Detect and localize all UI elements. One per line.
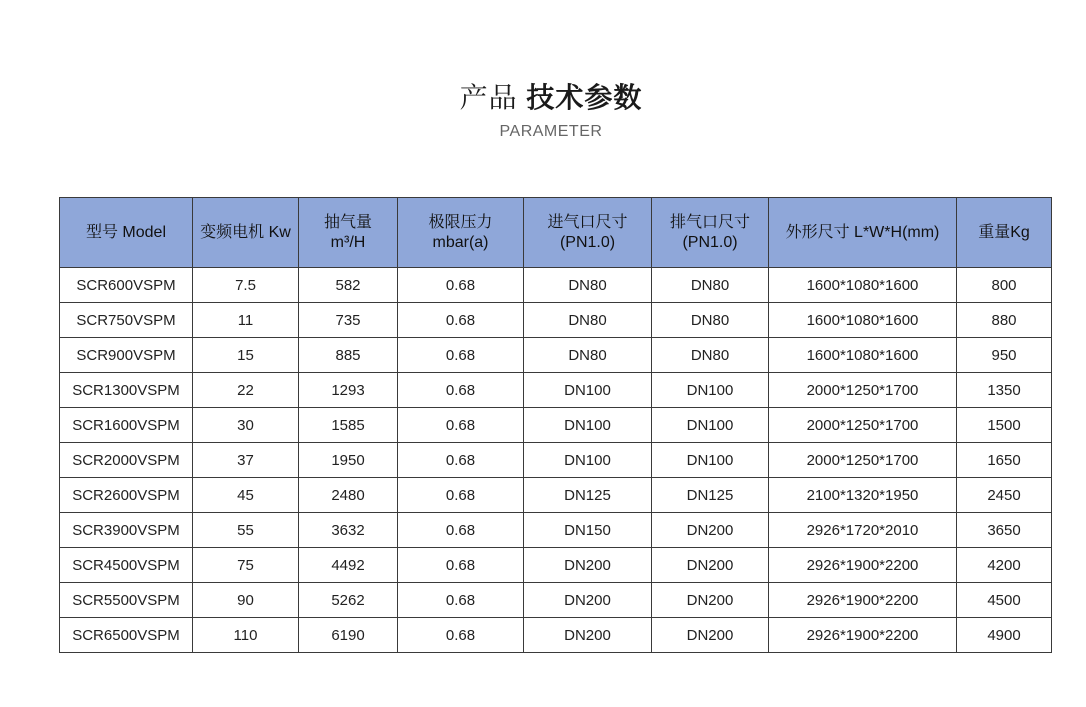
header-outlet-size-unit: (PN1.0)	[682, 233, 738, 251]
cell-model: SCR4500VSPM	[60, 548, 193, 583]
cell-ultimate-pressure: 0.68	[398, 548, 524, 583]
cell-dimensions: 2926*1900*2200	[769, 548, 957, 583]
cell-pumping-speed: 582	[299, 268, 398, 303]
table-row	[60, 268, 1052, 303]
cell-pumping-speed: 4492	[299, 548, 398, 583]
cell-motor-power: 22	[193, 373, 299, 408]
header-model	[60, 198, 193, 268]
header-ultimate-pressure-unit: mbar(a)	[432, 233, 489, 251]
cell-pumping-speed: 1950	[299, 443, 398, 478]
cell-inlet-size: DN80	[524, 338, 652, 373]
cell-inlet-size: DN80	[524, 268, 652, 303]
page-subtitle: PARAMETER	[499, 123, 603, 140]
cell-inlet-size: DN200	[524, 548, 652, 583]
header-motor-power-label: 变频电机 Kw	[200, 223, 291, 241]
page-header	[0, 78, 1086, 142]
cell-motor-power: 45	[193, 478, 299, 513]
cell-inlet-size: DN150	[524, 513, 652, 548]
cell-pumping-speed: 5262	[299, 583, 398, 618]
cell-model: SCR1300VSPM	[60, 373, 193, 408]
cell-model: SCR900VSPM	[60, 338, 193, 373]
cell-weight: 3650	[957, 513, 1052, 548]
table-row	[60, 583, 1052, 618]
table-row	[60, 478, 1052, 513]
cell-inlet-size: DN125	[524, 478, 652, 513]
header-ultimate-pressure	[398, 198, 524, 268]
cell-motor-power: 15	[193, 338, 299, 373]
cell-inlet-size: DN100	[524, 408, 652, 443]
cell-inlet-size: DN80	[524, 303, 652, 338]
cell-ultimate-pressure: 0.68	[398, 583, 524, 618]
cell-ultimate-pressure: 0.68	[398, 303, 524, 338]
table-row	[60, 443, 1052, 478]
cell-weight: 4500	[957, 583, 1052, 618]
cell-ultimate-pressure: 0.68	[398, 268, 524, 303]
cell-outlet-size: DN200	[652, 618, 769, 653]
header-inlet-size-label: 进气口尺寸	[547, 213, 628, 231]
table-row	[60, 548, 1052, 583]
cell-dimensions: 2000*1250*1700	[769, 373, 957, 408]
cell-dimensions: 1600*1080*1600	[769, 338, 957, 373]
cell-model: SCR2600VSPM	[60, 478, 193, 513]
header-dimensions	[769, 198, 957, 268]
cell-inlet-size: DN200	[524, 583, 652, 618]
cell-weight: 4200	[957, 548, 1052, 583]
header-pumping-speed	[299, 198, 398, 268]
cell-outlet-size: DN200	[652, 513, 769, 548]
cell-pumping-speed: 885	[299, 338, 398, 373]
header-pumping-speed-unit: m³/H	[330, 233, 366, 251]
cell-ultimate-pressure: 0.68	[398, 408, 524, 443]
cell-outlet-size: DN80	[652, 303, 769, 338]
table-row	[60, 513, 1052, 548]
header-motor-power	[193, 198, 299, 268]
cell-model: SCR5500VSPM	[60, 583, 193, 618]
cell-motor-power: 110	[193, 618, 299, 653]
cell-dimensions: 2926*1900*2200	[769, 583, 957, 618]
cell-dimensions: 2000*1250*1700	[769, 408, 957, 443]
cell-weight: 4900	[957, 618, 1052, 653]
cell-dimensions: 2926*1900*2200	[769, 618, 957, 653]
cell-outlet-size: DN100	[652, 408, 769, 443]
cell-motor-power: 90	[193, 583, 299, 618]
table-header-row	[60, 198, 1052, 268]
header-dimensions-label: 外形尺寸 L*W*H(mm)	[785, 223, 940, 241]
header-inlet-size	[524, 198, 652, 268]
cell-motor-power: 75	[193, 548, 299, 583]
cell-model: SCR2000VSPM	[60, 443, 193, 478]
cell-pumping-speed: 735	[299, 303, 398, 338]
header-outlet-size	[652, 198, 769, 268]
cell-dimensions: 1600*1080*1600	[769, 268, 957, 303]
cell-motor-power: 37	[193, 443, 299, 478]
parameter-table	[59, 197, 1052, 653]
cell-motor-power: 55	[193, 513, 299, 548]
cell-weight: 1500	[957, 408, 1052, 443]
cell-dimensions: 2100*1320*1950	[769, 478, 957, 513]
cell-weight: 880	[957, 303, 1052, 338]
page-title	[0, 78, 1086, 118]
cell-model: SCR750VSPM	[60, 303, 193, 338]
cell-motor-power: 7.5	[193, 268, 299, 303]
table-row	[60, 338, 1052, 373]
cell-model: SCR3900VSPM	[60, 513, 193, 548]
cell-weight: 800	[957, 268, 1052, 303]
table-row	[60, 618, 1052, 653]
cell-pumping-speed: 6190	[299, 618, 398, 653]
cell-inlet-size: DN200	[524, 618, 652, 653]
header-model-label: 型号 Model	[85, 223, 167, 241]
cell-ultimate-pressure: 0.68	[398, 513, 524, 548]
cell-ultimate-pressure: 0.68	[398, 373, 524, 408]
cell-outlet-size: DN100	[652, 373, 769, 408]
cell-weight: 2450	[957, 478, 1052, 513]
cell-weight: 950	[957, 338, 1052, 373]
cell-pumping-speed: 1585	[299, 408, 398, 443]
cell-dimensions: 2926*1720*2010	[769, 513, 957, 548]
cell-outlet-size: DN80	[652, 268, 769, 303]
cell-outlet-size: DN125	[652, 478, 769, 513]
cell-pumping-speed: 1293	[299, 373, 398, 408]
cell-ultimate-pressure: 0.68	[398, 443, 524, 478]
cell-motor-power: 30	[193, 408, 299, 443]
table-row	[60, 373, 1052, 408]
title-bold-part: 技术参数	[526, 82, 643, 113]
cell-model: SCR600VSPM	[60, 268, 193, 303]
cell-inlet-size: DN100	[524, 373, 652, 408]
header-pumping-speed-label: 抽气量	[323, 213, 372, 231]
header-ultimate-pressure-label: 极限压力	[428, 213, 493, 231]
cell-pumping-speed: 2480	[299, 478, 398, 513]
cell-weight: 1350	[957, 373, 1052, 408]
header-outlet-size-label: 排气口尺寸	[669, 213, 750, 231]
cell-weight: 1650	[957, 443, 1052, 478]
header-inlet-size-unit: (PN1.0)	[559, 233, 616, 251]
table-row	[60, 303, 1052, 338]
header-weight	[957, 198, 1052, 268]
cell-ultimate-pressure: 0.68	[398, 338, 524, 373]
table-row	[60, 408, 1052, 443]
header-weight-label: 重量Kg	[978, 223, 1030, 241]
cell-inlet-size: DN100	[524, 443, 652, 478]
cell-motor-power: 11	[193, 303, 299, 338]
cell-outlet-size: DN200	[652, 548, 769, 583]
cell-outlet-size: DN200	[652, 583, 769, 618]
cell-pumping-speed: 3632	[299, 513, 398, 548]
cell-model: SCR6500VSPM	[60, 618, 193, 653]
cell-outlet-size: DN100	[652, 443, 769, 478]
title-light-part: 产品	[459, 82, 518, 113]
cell-outlet-size: DN80	[652, 338, 769, 373]
cell-dimensions: 2000*1250*1700	[769, 443, 957, 478]
cell-dimensions: 1600*1080*1600	[769, 303, 957, 338]
cell-ultimate-pressure: 0.68	[398, 478, 524, 513]
cell-model: SCR1600VSPM	[60, 408, 193, 443]
cell-ultimate-pressure: 0.68	[398, 618, 524, 653]
